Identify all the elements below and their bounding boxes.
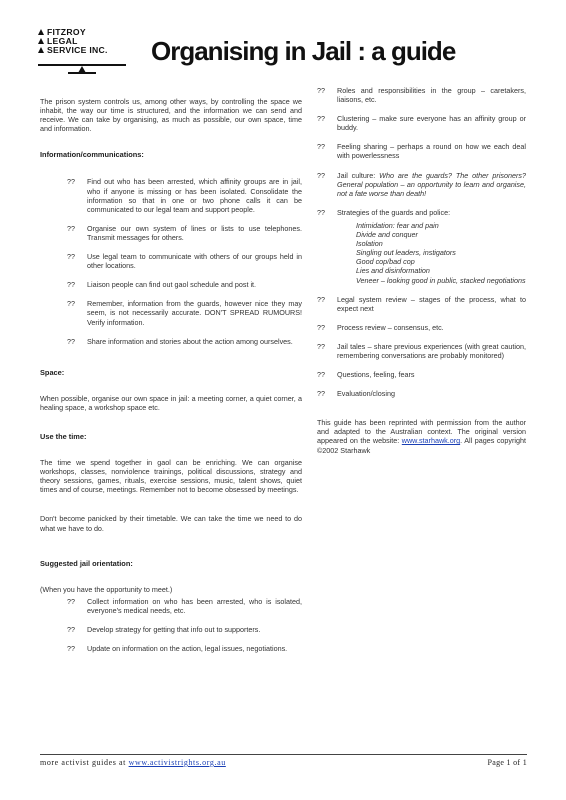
time-heading: Use the time: <box>40 431 87 441</box>
strategy-sublist <box>356 221 526 285</box>
bullet-marker: ?? <box>317 207 325 217</box>
strategy-item: Divide and conquer <box>356 230 418 240</box>
page-number: Page 1 of 1 <box>487 758 527 767</box>
bullet-marker: ?? <box>67 177 75 187</box>
jail-culture-label: Jail culture: <box>337 170 380 180</box>
strategy-item: Singling out leaders, instigators <box>356 248 456 258</box>
logo-line-3: SERVICE INC. <box>38 46 133 55</box>
list-item: ?? Strategies of the guards and police: <box>317 207 451 217</box>
bullet-marker: ?? <box>317 370 325 380</box>
list-item: ?? Use legal team to communicate with others of our groups held in other locations. <box>67 252 302 271</box>
logo-line-2: LEGAL <box>38 37 133 46</box>
list-item: ?? Find out who has been arrested, which affinity groups are in jail, who if anyone is missing or has been isolated. Consolidate the information so that in one or two phone calls it can be communicated to our legal team and support people. <box>67 177 302 214</box>
list-item: ?? Legal system review – stages of the process, what to expect next <box>317 294 526 313</box>
jail-culture-text: Who are the guards? The other prisoners? General population – an opportunity to learn and organise, not a fate worse than death! <box>337 170 526 198</box>
list-item: ?? Questions, feeling, fears <box>317 370 415 380</box>
bullet-marker: ?? <box>67 299 75 309</box>
space-heading: Space: <box>40 367 65 377</box>
bullet-marker: ?? <box>67 223 75 233</box>
bullet-marker: ?? <box>317 142 325 152</box>
starhawk-link[interactable]: www.starhawk.org <box>401 436 461 446</box>
list-item: ?? Update on information on the action, legal issues, negotiations. <box>67 644 288 654</box>
list-item: ?? Collect information on who has been arrested, who is isolated, everyone's medical needs, etc. <box>67 596 302 615</box>
list-item: ?? Jail tales – share previous experiences (with great caution, remembering conversations are probably monitored) <box>317 341 526 360</box>
strategy-item: Lies and disinformation <box>356 266 430 276</box>
reprint-notice: This guide has been reprinted with permission from the author and adapted to the Australian context. The original version appeared on the website: www.starhawk.org. All pages copyright ©2002 Starhawk <box>317 418 526 455</box>
bullet-marker: ?? <box>317 322 325 332</box>
bullet-marker: ?? <box>317 170 325 180</box>
bullet-marker: ?? <box>67 252 75 262</box>
page-footer <box>40 754 527 769</box>
time-paragraph: The time we spend together in gaol can be enriching. We can organise workshops, classes, nonviolence trainings, political discussions, strategy and theory sessions, games, rituals, exercise sessions, music, talent shows, quiet times and of course, meetings. Remember not to become obsessed by meetings. <box>40 458 302 495</box>
list-item: ?? Organise our own system of lines or lists to use telephones. Transmit messages for others. <box>67 223 302 242</box>
scales-icon <box>38 60 126 74</box>
footer-left: more activist guides at www.activistrights.org.au <box>40 758 226 767</box>
info-heading: Information/communications: <box>40 150 144 160</box>
left-column <box>40 97 302 653</box>
strategy-item: Veneer – looking good in public, stacked negotiations <box>356 275 526 285</box>
bullet-marker: ?? <box>317 294 325 304</box>
bullet-marker: ?? <box>67 336 75 346</box>
logo-line-1: FITZROY <box>38 28 133 37</box>
strategy-item: Isolation <box>356 239 383 249</box>
bullet-marker: ?? <box>317 114 325 124</box>
strategy-item: Good cop/bad cop <box>356 257 415 267</box>
bullet-marker: ?? <box>67 596 75 606</box>
triangle-icon <box>38 38 44 44</box>
bullet-marker: ?? <box>67 625 75 634</box>
list-item: ?? Roles and responsibilities in the group – caretakers, liaisons, etc. <box>317 86 526 105</box>
page-title: Organising in Jail : a guide <box>151 36 456 66</box>
orientation-list <box>67 597 302 653</box>
intro-paragraph: The prison system controls us, among other ways, by controlling the space we inhabit, the way our time is structured, and the information we can send and receive. We can take by organising, as much as possible, our own space, time and information. <box>40 97 302 134</box>
right-column <box>317 86 526 455</box>
bullet-marker: ?? <box>67 644 75 654</box>
list-item: ?? Develop strategy for getting that info out to supporters. <box>67 625 261 634</box>
bullet-marker: ?? <box>317 389 325 399</box>
bullet-marker: ?? <box>317 341 325 351</box>
info-list <box>67 177 302 345</box>
list-item: ?? Process review – consensus, etc. <box>317 322 444 332</box>
list-item: ?? Feeling sharing – perhaps a round on how we each deal with powerlessness <box>317 142 526 161</box>
list-item: ?? Liaison people can find out gaol schedule and post it. <box>67 280 257 290</box>
space-paragraph: When possible, organise our own space in jail: a meeting corner, a quiet corner, a healing space, a workshop space etc. <box>40 393 302 412</box>
list-item: ?? Share information and stories about the action among ourselves. <box>67 336 293 346</box>
activistrights-link[interactable]: www.activistrights.org.au <box>128 758 226 767</box>
list-item: ?? Evaluation/closing <box>317 389 395 399</box>
triangle-icon <box>38 47 44 53</box>
list-item: ?? Clustering – make sure everyone has an affinity group or buddy. <box>317 114 526 133</box>
bullet-marker: ?? <box>317 86 325 95</box>
triangle-icon <box>38 29 44 35</box>
list-item: ?? Remember, information from the guards, however nice they may seem, is not necessarily accurate. DON'T SPREAD RUMOURS! Verify information. <box>67 299 302 327</box>
orientation-intro: (When you have the opportunity to meet.) <box>40 584 173 594</box>
fitzroy-legal-service-logo <box>38 28 133 78</box>
bullet-marker: ?? <box>67 280 75 290</box>
strategy-item: Intimidation: fear and pain <box>356 220 439 230</box>
list-item <box>317 171 526 198</box>
time-paragraph-2: Don't become panicked by their timetable. We can take the time we need to do what we have to do. <box>40 514 302 533</box>
orientation-heading: Suggested jail orientation: <box>40 558 133 568</box>
